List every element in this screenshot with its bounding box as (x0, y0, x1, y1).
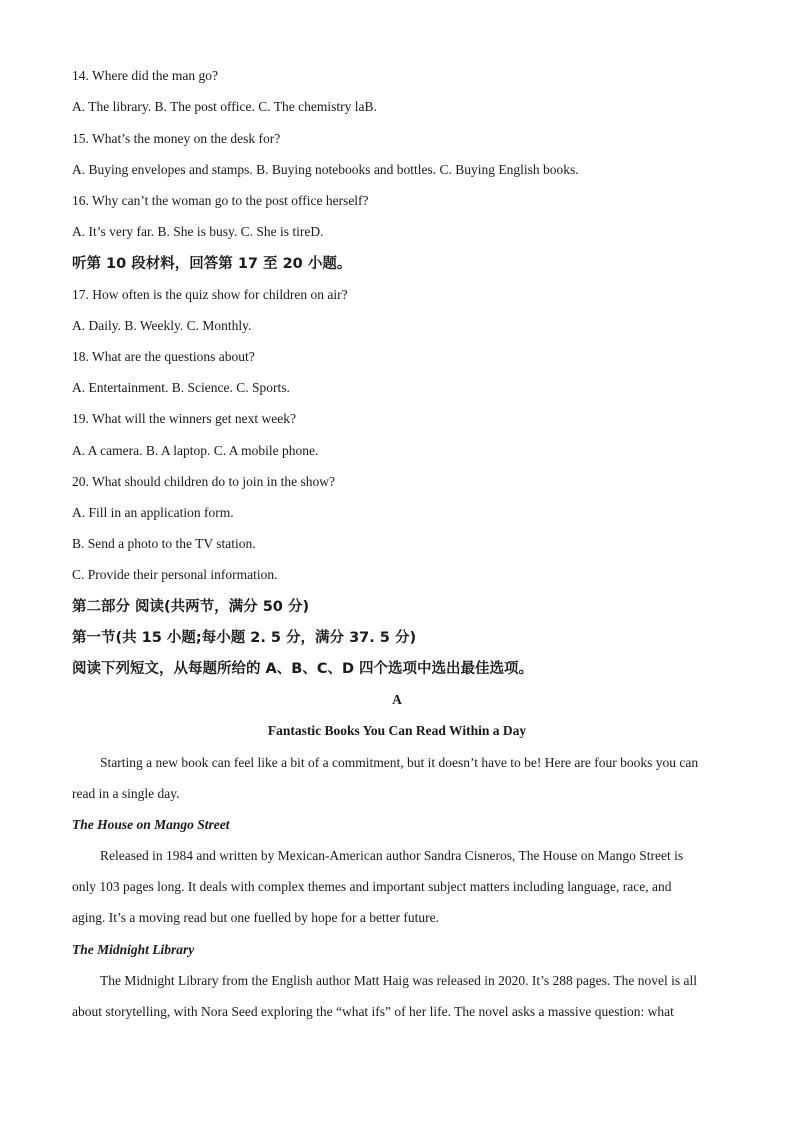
question-16-options: A. It’s very far. B. She is busy. C. She is tireD. (72, 224, 324, 239)
question-18: 18. What are the questions about? (72, 349, 255, 364)
question-19: 19. What will the winners get next week? (72, 411, 296, 426)
book-2-line-2: about storytelling, with Nora Seed exploring the “what ifs” of her life. The novel asks a massive question: what (72, 1004, 674, 1019)
question-20-option-c: C. Provide their personal information. (72, 567, 278, 582)
passage-letter: A (392, 692, 402, 707)
question-16: 16. Why can’t the woman go to the post office herself? (72, 193, 369, 208)
question-20-option-b: B. Send a photo to the TV station. (72, 536, 256, 551)
question-19-options: A. A camera. B. A laptop. C. A mobile phone. (72, 443, 319, 458)
section-one-heading: 第一节(共 15 小题;每小题 2. 5 分，满分 37. 5 分) (72, 630, 417, 646)
question-20-option-a: A. Fill in an application form. (72, 505, 234, 520)
question-15-options: A. Buying envelopes and stamps. B. Buying notebooks and bottles. C. Buying English books. (72, 162, 579, 177)
book-2-line-1: The Midnight Library from the English author Matt Haig was released in 2020. It’s 288 pages. The novel is all (100, 973, 697, 988)
question-17: 17. How often is the quiz show for children on air? (72, 287, 348, 302)
section-10-heading: 听第 10 段材料，回答第 17 至 20 小题。 (72, 256, 352, 272)
book-1-line-2: only 103 pages long. It deals with complex themes and important subject matters including language, race, and (72, 879, 672, 894)
question-20: 20. What should children do to join in the show? (72, 474, 335, 489)
book-1-line-1: Released in 1984 and written by Mexican-American author Sandra Cisneros, The House on Mango Street is (100, 848, 684, 863)
question-18-options: A. Entertainment. B. Science. C. Sports. (72, 380, 290, 395)
question-14: 14. Where did the man go? (72, 68, 218, 83)
part-two-heading: 第二部分 阅读(共两节，满分 50 分) (72, 599, 310, 615)
question-17-options: A. Daily. B. Weekly. C. Monthly. (72, 318, 252, 333)
book-1-line-3: aging. It’s a moving read but one fuelled by hope for a better future. (72, 910, 440, 925)
intro-line-2: read in a single day. (72, 786, 180, 801)
intro-line-1: Starting a new book can feel like a bit of a commitment, but it doesn’t have to be! Here are four books you can (100, 755, 699, 770)
question-14-options: A. The library. B. The post office. C. The chemistry laB. (72, 99, 377, 114)
passage-title: Fantastic Books You Can Read Within a Day (267, 723, 527, 738)
reading-instruction: 阅读下列短文，从每题所给的 A、B、C、D 四个选项中选出最佳选项。 (72, 661, 534, 677)
question-15: 15. What’s the money on the desk for? (72, 131, 281, 146)
book-1-title: The House on Mango Street (72, 817, 230, 832)
book-2-title: The Midnight Library (72, 942, 195, 957)
